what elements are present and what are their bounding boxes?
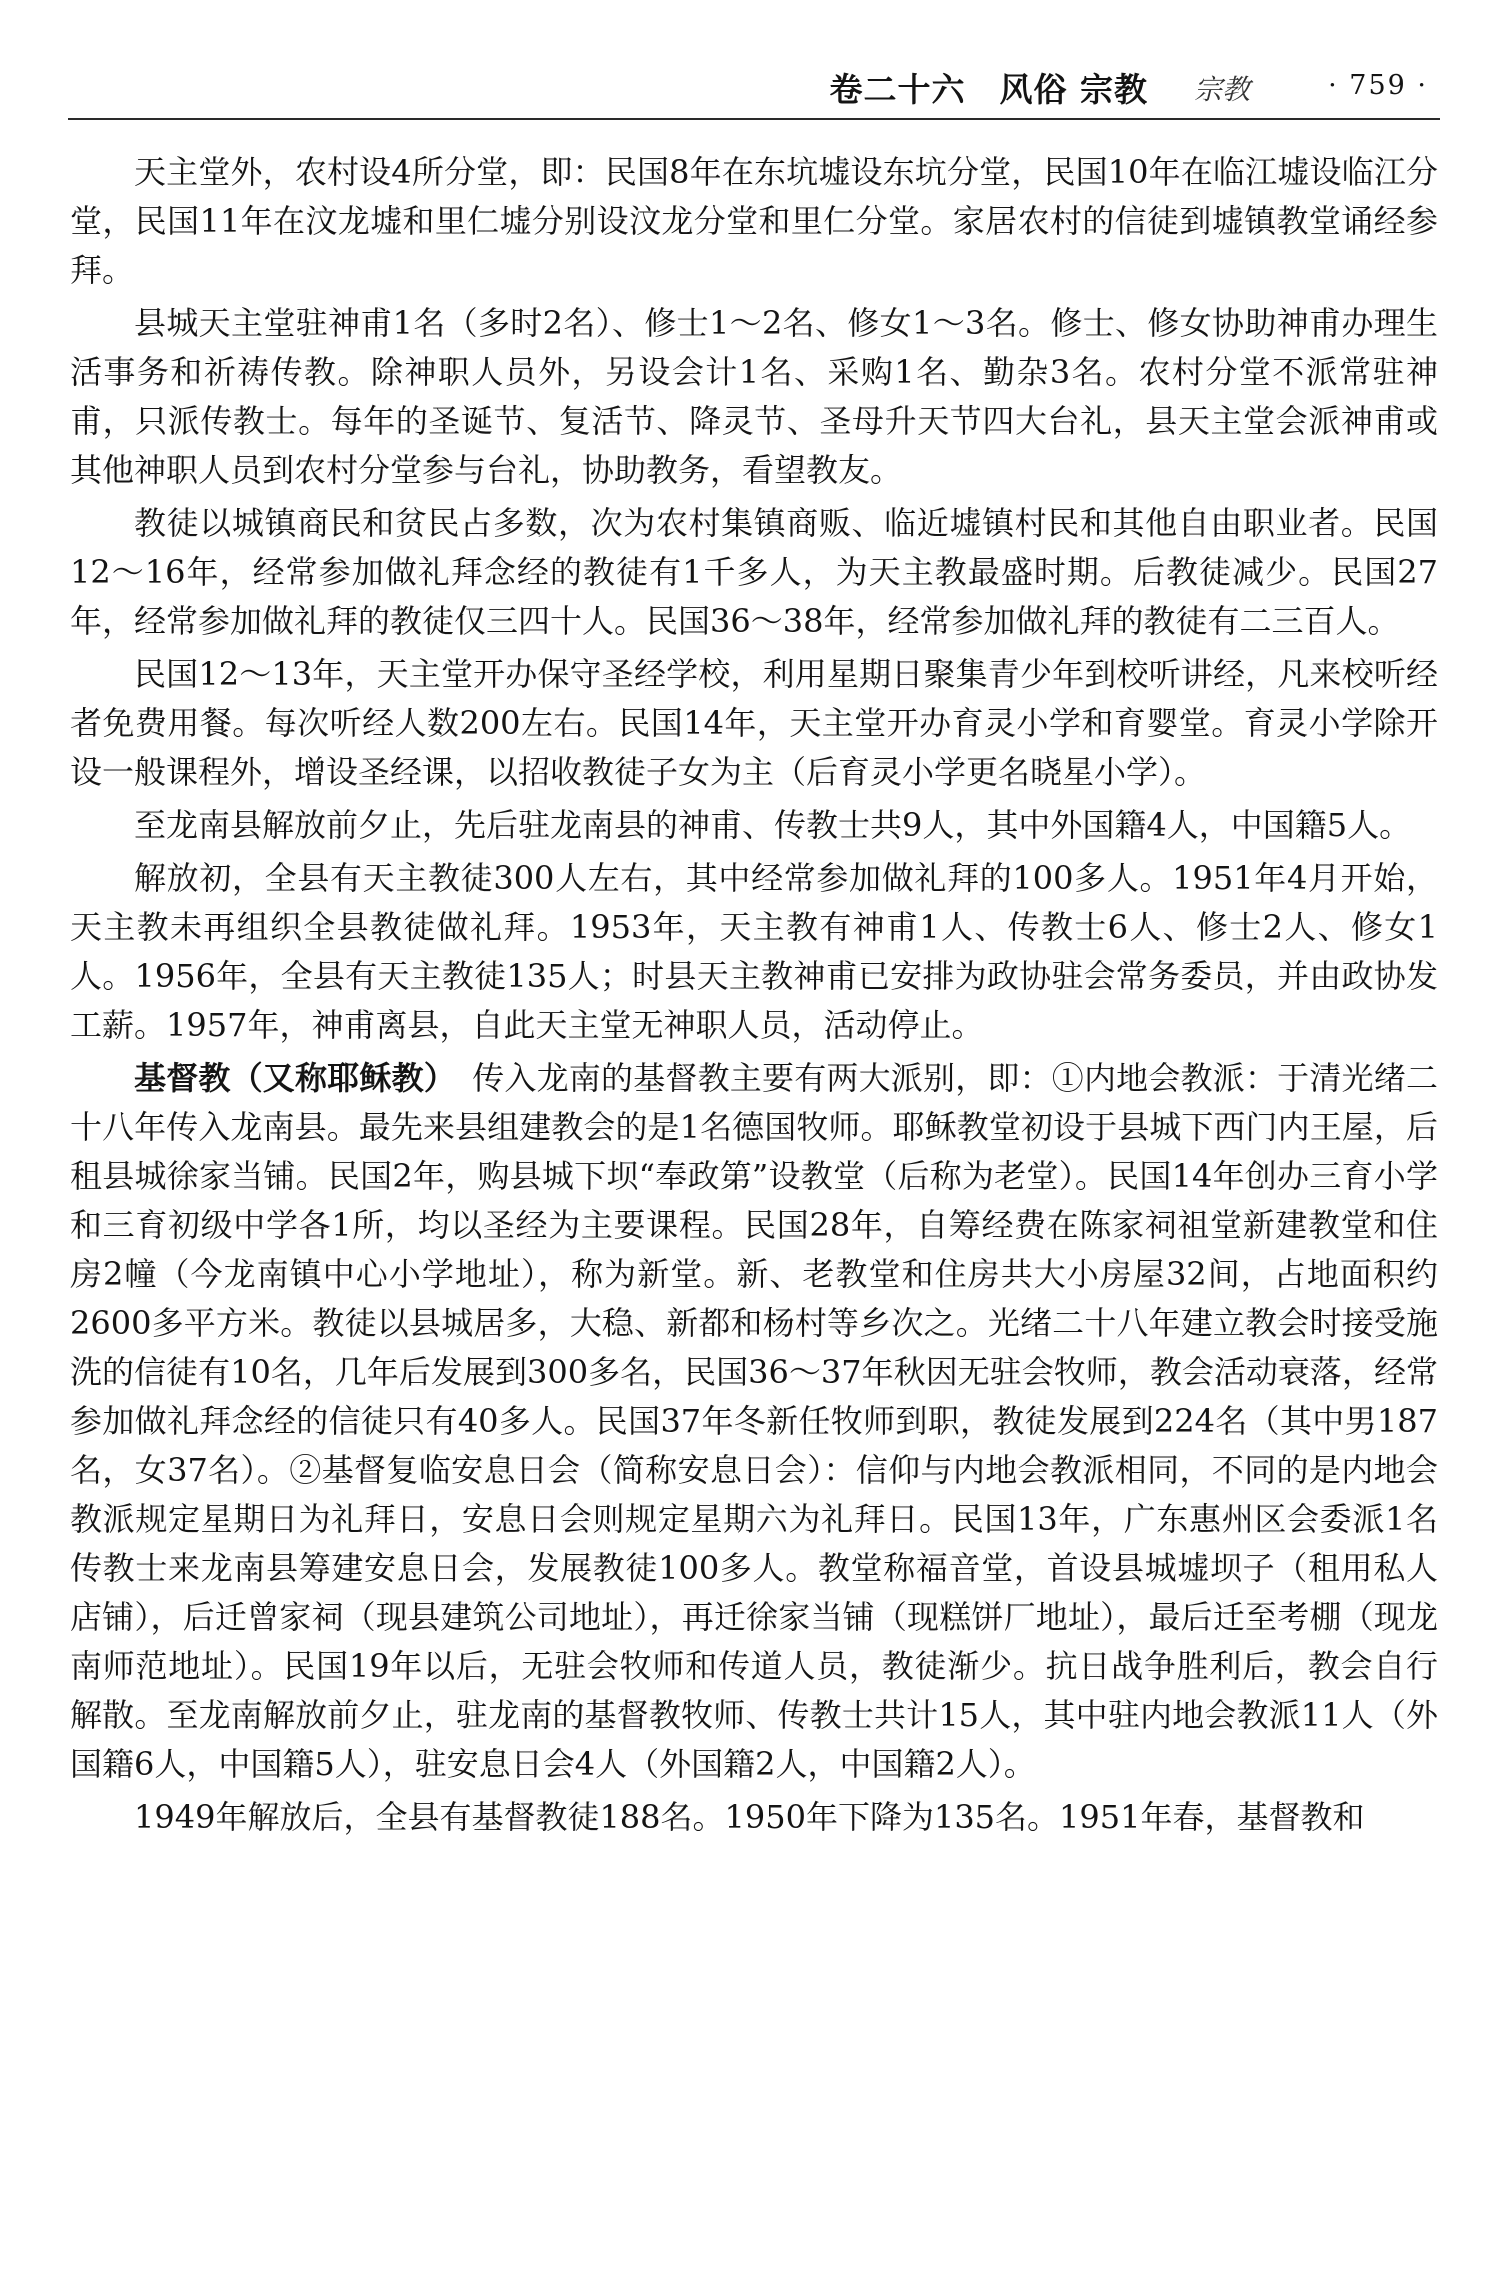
body-text [70,148,1438,1842]
paragraph-5: 至龙南县解放前夕止，先后驻龙南县的神甫、传教士共9人，其中外国籍4人，中国籍5人。 [134,806,1412,844]
paragraph-4: 民国12～13年，天主堂开办保守圣经学校，利用星期日聚集青少年到校听讲经，凡来校听经者免费用餐。每次听经人数200左右。民国14年，天主堂开办育灵小学和育婴堂。育灵小学除开设一般课程外，增设圣经课，以招收教徒子女为主（后育灵小学更名晓星小学）。 [70,655,1438,791]
paragraph-christianity: 基督教（又称耶稣教） 传入龙南的基督教主要有两大派别，即：①内地会教派：于清光绪二十八年传入龙南县。最先来县组建教会的是1名德国牧师。耶稣教堂初设于县城下西门内王屋，后租县城徐家当铺。民国2年，购县城下坝“奉政第”设教堂（后称为老堂）。民国14年创办三育小学和三育初级中学各1所，均以圣经为主要课程。民国28年，自筹经费在陈家祠祖堂新建教堂和住房2幢（今龙南镇中心小学地址），称为新堂。新、老教堂和住房共大小房屋32间，占地面积约2600多平方米。教徒以县城居多，大稳、新都和杨村等乡次之。光绪二十八年建立教会时接受施洗的信徒有10名，几年后发展到300多名，民国36～37年秋因无驻会牧师，教会活动衰落，经常参加做礼拜念经的信徒只有40多人。民国37年冬新任牧师到职，教徒发展到224名（其中男187名，女37名）。②基督复临安息日会（简称安息日会）：信仰与内地会教派相同，不同的是内地会教派规定星期日为礼拜日，安息日会则规定星期六为礼拜日。民国13年，广东惠州区会委派1名传教士来龙南县筹建安息日会，发展教徒100多人。教堂称福音堂，首设县城墟坝子（租用私人店铺），后迁曾家祠（现县建筑公司地址），再迁徐家当铺（现糕饼厂地址），最后迁至考棚（现龙南师范地址）。民国19年以后，无驻会牧师和传道人员，教徒渐少。抗日战争胜利后，教会自行解散。至龙南解放前夕止，驻龙南的基督教牧师、传教士共计15人，其中驻内地会教派11人（外国籍6人，中国籍5人），驻安息日会4人（外国籍2人，中国籍2人）。 [70,1059,1438,1783]
page-number: · 759 · [1328,70,1428,101]
paragraph-3: 教徒以城镇商民和贫民占多数，次为农村集镇商贩、临近墟镇村民和其他自由职业者。民国12～16年，经常参加做礼拜念经的教徒有1千多人，为天主教最盛时期。后教徒减少。民国27年，经常参加做礼拜的教徒仅三四十人。民国36～38年，经常参加做礼拜的教徒有二三百人。 [70,504,1438,640]
paragraph-2: 县城天主堂驻神甫1名（多时2名）、修士1～2名、修女1～3名。修士、修女协助神甫办理生活事务和祈祷传教。除神职人员外，另设会计1名、采购1名、勤杂3名。农村分堂不派常驻神甫，只派传教士。每年的圣诞节、复活节、降灵节、圣母升天节四大台礼，县天主堂会派神甫或其他神职人员到农村分堂参与台礼，协助教务，看望教友。 [70,304,1438,489]
paragraph-8: 1949年解放后，全县有基督教徒188名。1950年下降为135名。1951年春，基督教和 [134,1798,1365,1836]
section-heading-christianity: 基督教（又称耶稣教） [134,1059,440,1097]
handwritten-note: 宗教 [1193,73,1250,106]
chapter-title: 卷二十六 风俗 宗教 [829,70,1148,109]
paragraph-1: 天主堂外，农村设4所分堂，即：民国8年在东坑墟设东坑分堂，民国10年在临江墟设临江分堂，民国11年在汶龙墟和里仁墟分别设汶龙分堂和里仁分堂。家居农村的信徒到墟镇教堂诵经参拜。 [70,153,1438,289]
running-header [68,58,1440,120]
paragraph-6: 解放初，全县有天主教徒300人左右，其中经常参加做礼拜的100多人。1951年4月开始，天主教未再组织全县教徒做礼拜。1953年，天主教有神甫1人、传教士6人、修士2人、修女1人。1956年，全县有天主教徒135人；时县天主教神甫已安排为政协驻会常务委员，并由政协发工薪。1957年，神甫离县，自此天主堂无神职人员，活动停止。 [70,859,1438,1044]
